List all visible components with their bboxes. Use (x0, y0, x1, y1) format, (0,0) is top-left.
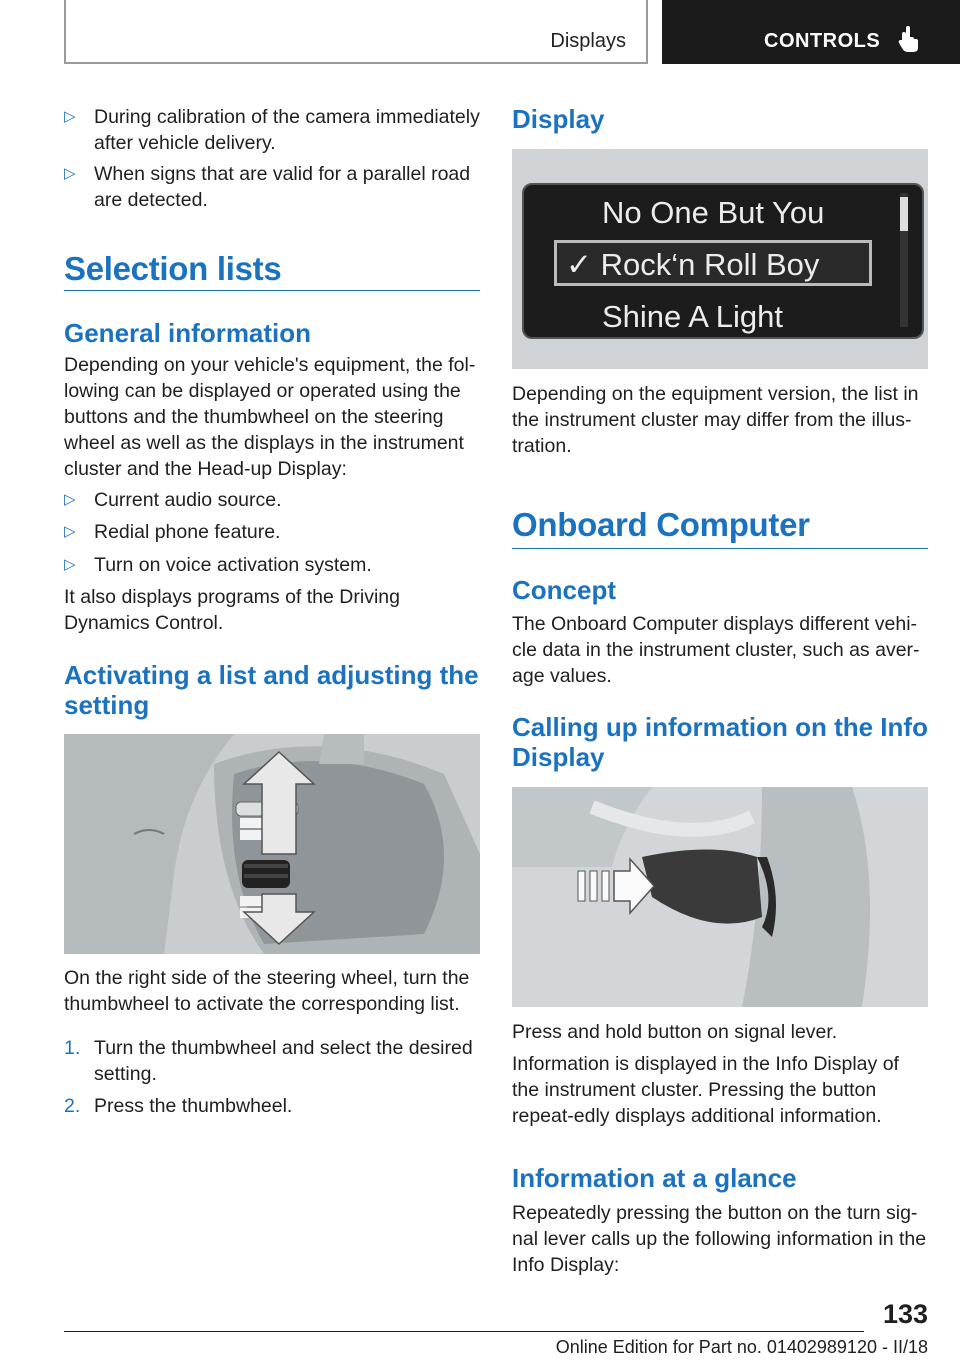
signal-lever-illustration (512, 787, 928, 1007)
heading-rule (64, 290, 480, 291)
triangle-bullet-icon: ▷ (64, 556, 76, 573)
triangle-bullet-icon: ▷ (64, 165, 76, 182)
hand-pointer-icon (894, 24, 924, 54)
heading-selection-lists: Selection lists (64, 250, 282, 287)
footer-rule (64, 1331, 864, 1332)
heading-onboard-computer: Onboard Computer (512, 506, 810, 543)
step-text: Press the thumbwheel. (94, 1095, 293, 1117)
steering-paragraph: On the right side of the steering wheel, turn the thumbwheel to activate the corresponding list. (64, 967, 470, 1015)
concept-paragraph: The Onboard Computer displays different vehi‐cle data in the instrument cluster, such as aver‐age values. (512, 613, 920, 687)
glance-paragraph: Repeatedly pressing the button on the turn sig‐nal lever calls up the following information in the Info Display: (512, 1202, 927, 1276)
list-item (64, 104, 480, 156)
steering-wheel-thumbwheel-illustration (64, 734, 480, 954)
heading-calling-up-info: Calling up information on the Info Display (512, 712, 928, 772)
general-paragraph: Depending on your vehicle's equipment, the fol‐lowing can be displayed or operated using the buttons and the thumbwheel on the steering wheel as well as the displays in the instrument cluster and the Head-up Display: (64, 354, 476, 480)
bullet-text: When signs that are valid for a parallel road are detected. (94, 163, 471, 211)
list-item (64, 519, 480, 545)
info-display-paragraph: Information is displayed in the Info Display of the instrument cluster. Pressing the button repeat‐edly displays additional information. (512, 1053, 899, 1127)
bullet-text: Current audio source. (94, 489, 282, 511)
display-list-item: No One But You (602, 195, 825, 230)
display-scrollbar (900, 193, 908, 327)
heading-general-information: General information (64, 318, 312, 348)
heading-information-glance: Information at a glance (512, 1163, 797, 1193)
driving-dynamics-paragraph: It also displays programs of the Driving Dynamics Control. (64, 586, 400, 634)
heading-concept: Concept (512, 575, 616, 605)
step-number: 2. (64, 1095, 81, 1117)
header-tab-label: CONTROLS (764, 30, 881, 52)
list-item (64, 161, 480, 213)
heading-rule (512, 548, 928, 549)
display-screen (522, 183, 924, 339)
step-text: Turn the thumbwheel and select the desired setting. (94, 1037, 473, 1085)
bullet-text: During calibration of the camera immediately after vehicle delivery. (94, 106, 480, 154)
triangle-bullet-icon: ▷ (64, 523, 76, 540)
instrument-display-illustration (512, 149, 928, 369)
display-list-item: Shine A Light (602, 299, 783, 334)
triangle-bullet-icon: ▷ (64, 491, 76, 508)
list-item (64, 1035, 480, 1087)
footer-edition: Online Edition for Part no. 01402989120 - II/18 (555, 1337, 928, 1357)
header-controls-tab (662, 0, 960, 64)
bullet-text: Redial phone feature. (94, 521, 281, 543)
display-scroll-thumb (900, 197, 908, 231)
steering-wheel-illustration (64, 734, 480, 954)
heading-display: Display (512, 104, 605, 134)
triangle-bullet-icon: ▷ (64, 108, 76, 125)
step-number: 1. (64, 1037, 81, 1059)
list-item (64, 1093, 480, 1119)
turn-signal-lever-button-illustration (512, 787, 928, 1007)
press-hold-paragraph: Press and hold button on signal lever. (512, 1021, 838, 1043)
bullet-text: Turn on voice activation system. (94, 554, 372, 576)
display-list-item-selected: ✓ Rock‘n Roll Boy (566, 247, 820, 282)
list-item (64, 552, 480, 578)
list-item (64, 487, 480, 513)
page-number: 133 (882, 1299, 928, 1329)
display-paragraph: Depending on the equipment version, the list in the instrument cluster may differ from the illus‐tration. (512, 383, 919, 457)
heading-activating-list: Activating a list and adjusting the setting (64, 660, 479, 720)
header-section-title: Displays (550, 30, 626, 52)
